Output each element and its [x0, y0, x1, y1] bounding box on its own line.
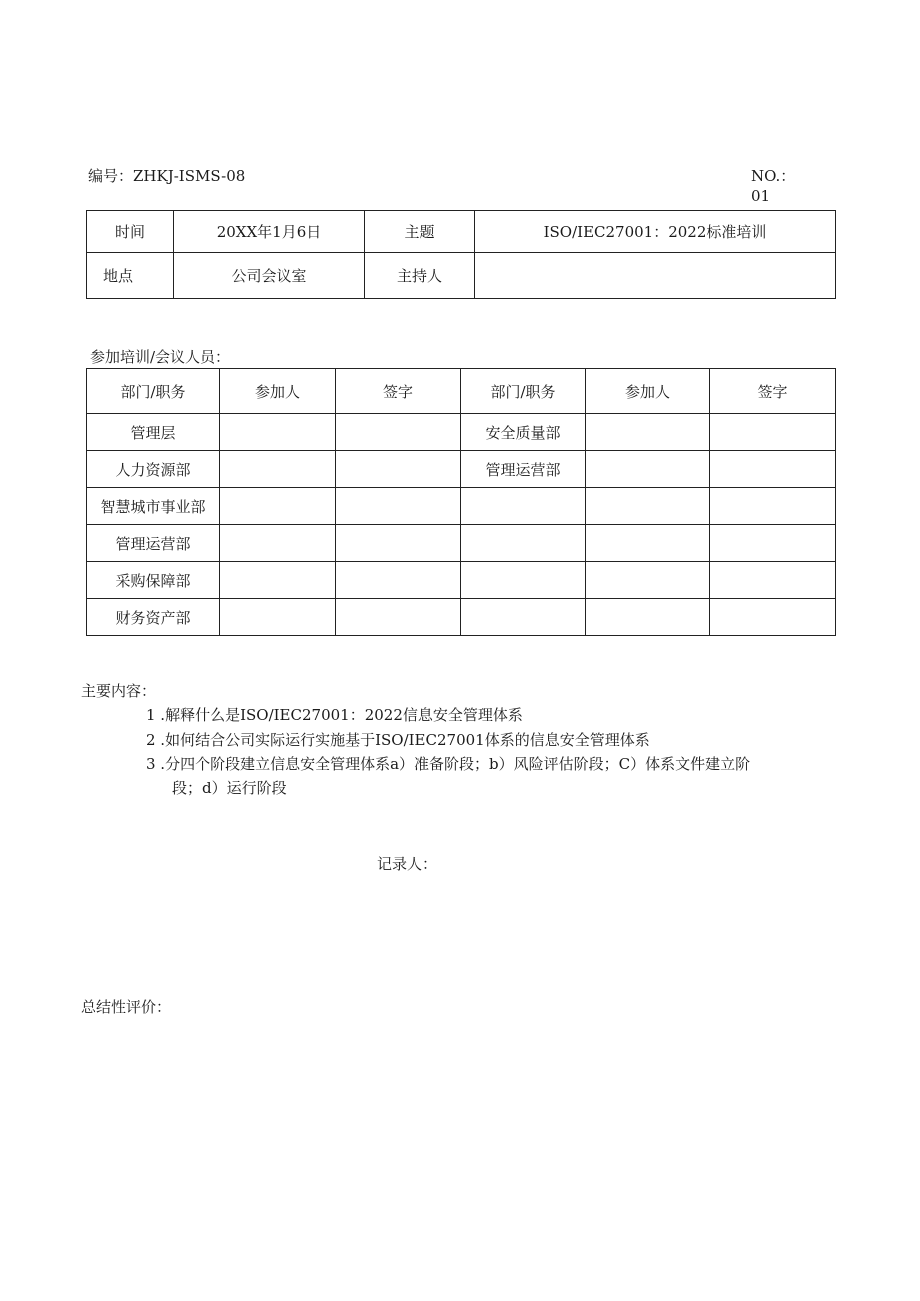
table-row — [87, 562, 836, 599]
dept-cell — [461, 599, 586, 636]
content-item-2: 2 .如何结合公司实际运行实施基于ISO/IEC27001体系的信息安全管理体系 — [146, 731, 650, 749]
attendees-table — [86, 368, 836, 636]
place-label: 地点 — [87, 253, 174, 299]
dept-cell: 管理运营部 — [461, 451, 586, 488]
header-signature-1: 签字 — [336, 369, 461, 414]
meeting-info-table — [86, 210, 836, 299]
attendee-cell[interactable] — [220, 451, 336, 488]
table-row — [87, 253, 836, 299]
signature-cell[interactable] — [710, 414, 836, 451]
signature-cell[interactable] — [336, 488, 461, 525]
dept-cell: 财务资产部 — [87, 599, 220, 636]
place-value: 公司会议室 — [174, 253, 365, 299]
dept-cell: 采购保障部 — [87, 562, 220, 599]
attendee-cell[interactable] — [586, 451, 710, 488]
record-no-value: 01 — [751, 187, 771, 205]
signature-cell[interactable] — [710, 599, 836, 636]
header-dept-2: 部门/职务 — [461, 369, 586, 414]
attendee-cell[interactable] — [586, 599, 710, 636]
time-value: 20XX年1月6日 — [174, 211, 365, 253]
dept-cell — [461, 562, 586, 599]
table-row — [87, 599, 836, 636]
topic-label: 主题 — [365, 211, 475, 253]
content-item-1: 1 .解释什么是ISO/IEC27001：2022信息安全管理体系 — [146, 706, 523, 724]
signature-cell[interactable] — [336, 414, 461, 451]
attendee-cell[interactable] — [220, 414, 336, 451]
header-attendee-2: 参加人 — [586, 369, 710, 414]
signature-cell[interactable] — [336, 599, 461, 636]
attendee-cell[interactable] — [220, 562, 336, 599]
attendees-title: 参加培训/会议人员： — [90, 348, 231, 366]
dept-cell: 管理运营部 — [87, 525, 220, 562]
header-signature-2: 签字 — [710, 369, 836, 414]
dept-cell: 安全质量部 — [461, 414, 586, 451]
dept-cell — [461, 525, 586, 562]
signature-cell[interactable] — [710, 488, 836, 525]
signature-cell[interactable] — [710, 451, 836, 488]
signature-cell[interactable] — [336, 562, 461, 599]
dept-cell — [461, 488, 586, 525]
signature-cell[interactable] — [336, 525, 461, 562]
host-label: 主持人 — [365, 253, 475, 299]
host-value[interactable] — [475, 253, 836, 299]
table-row — [87, 211, 836, 253]
attendee-cell[interactable] — [220, 525, 336, 562]
header-dept-1: 部门/职务 — [87, 369, 220, 414]
signature-cell[interactable] — [710, 525, 836, 562]
signature-cell[interactable] — [710, 562, 836, 599]
dept-cell: 管理层 — [87, 414, 220, 451]
content-item-3: 3 .分四个阶段建立信息安全管理体系a）准备阶段；b）风险评估阶段；C）体系文件建立阶 — [146, 755, 751, 773]
attendee-cell[interactable] — [586, 488, 710, 525]
header-attendee-1: 参加人 — [220, 369, 336, 414]
attendee-cell[interactable] — [586, 414, 710, 451]
content-title: 主要内容： — [81, 682, 157, 700]
attendee-cell[interactable] — [220, 599, 336, 636]
recorder-label: 记录人： — [377, 855, 438, 873]
table-row — [87, 451, 836, 488]
attendee-cell[interactable] — [586, 525, 710, 562]
attendee-cell[interactable] — [220, 488, 336, 525]
dept-cell: 人力资源部 — [87, 451, 220, 488]
evaluation-label: 总结性评价： — [81, 998, 172, 1016]
attendee-cell[interactable] — [586, 562, 710, 599]
table-row — [87, 414, 836, 451]
document-number: 编号：ZHKJ-ISMS-08 — [88, 167, 246, 185]
dept-cell: 智慧城市事业部 — [87, 488, 220, 525]
content-item-3-cont: 段；d）运行阶段 — [172, 779, 287, 797]
topic-value: ISO/IEC27001：2022标准培训 — [475, 211, 836, 253]
table-row — [87, 488, 836, 525]
time-label: 时间 — [87, 211, 174, 253]
table-header-row — [87, 369, 836, 414]
table-row — [87, 525, 836, 562]
record-no-label: NO.： — [751, 167, 796, 185]
signature-cell[interactable] — [336, 451, 461, 488]
